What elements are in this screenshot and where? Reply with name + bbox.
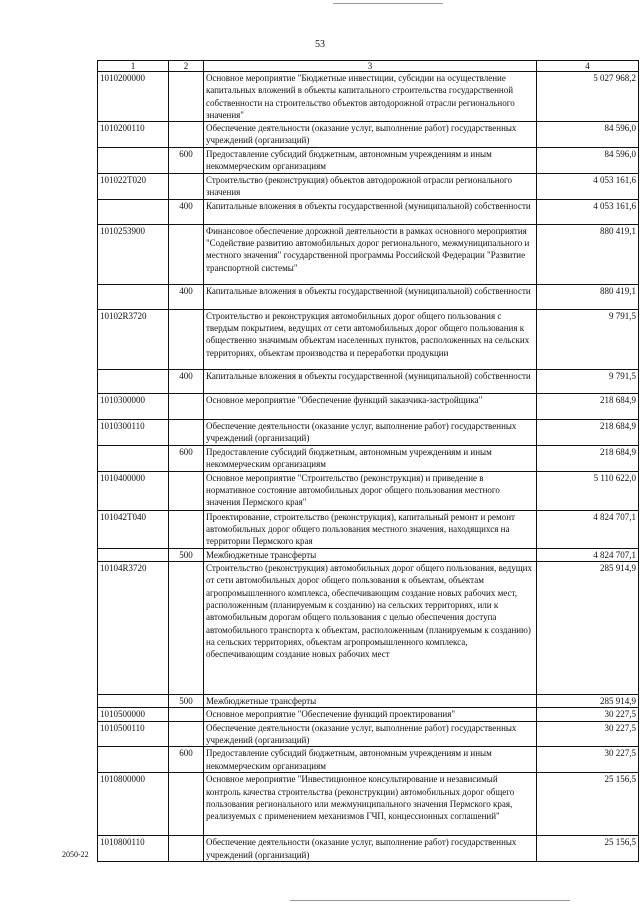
table-row xyxy=(98,147,639,173)
table-row xyxy=(98,708,639,721)
row-name: Основное мероприятие "Инвестиционное консультирование и независимый контроль качества строительства (реконструкции) автомобильных дорог общего пользования регионального или межмуниципального значения Пермского края, реализуемых с применением механизмов ГЧП, концессионных соглашений" xyxy=(204,773,537,836)
row-code xyxy=(98,548,169,561)
row-expense-type xyxy=(169,471,204,510)
row-name: Межбюджетные трансферты xyxy=(204,695,537,708)
row-code: 1010200110 xyxy=(98,122,169,148)
table-row xyxy=(98,199,639,224)
row-expense-type: 500 xyxy=(169,695,204,708)
row-code: 1010500000 xyxy=(98,708,169,721)
row-amount: 30 227,5 xyxy=(537,708,639,721)
row-name: Предоставление субсидий бюджетным, автономным учреждениям и иным некоммерческим организациям xyxy=(204,747,537,773)
row-expense-type xyxy=(169,708,204,721)
row-name: Капитальные вложения в объекты государственной (муниципальной) собственности xyxy=(204,369,537,393)
table-row xyxy=(98,173,639,199)
row-code: 1010500110 xyxy=(98,721,169,747)
header-col-3: 3 xyxy=(204,61,537,72)
row-name: Основное мероприятие "Бюджетные инвестиции, субсидии на осуществление капитальных вложений в объекты капитального строительства государственной собственности на строительство объектов автодорожной отрасли регионального значения" xyxy=(204,72,537,122)
row-expense-type xyxy=(169,173,204,199)
row-amount: 30 227,5 xyxy=(537,747,639,773)
row-amount: 25 156,5 xyxy=(537,836,639,862)
row-name: Предоставление субсидий бюджетным, автономным учреждениям и иным некоммерческим организациям xyxy=(204,445,537,471)
row-code xyxy=(98,147,169,173)
table-row xyxy=(98,393,639,419)
row-amount: 4 053 161,6 xyxy=(537,199,639,224)
row-expense-type: 500 xyxy=(169,548,204,561)
table-row xyxy=(98,224,639,284)
table-row xyxy=(98,445,639,471)
table-row xyxy=(98,747,639,773)
row-code xyxy=(98,199,169,224)
table-row xyxy=(98,309,639,369)
row-code: 1010400000 xyxy=(98,471,169,510)
row-code: 1010253900 xyxy=(98,224,169,284)
row-amount: 25 156,5 xyxy=(537,773,639,836)
budget-table xyxy=(97,60,639,862)
row-expense-type xyxy=(169,393,204,419)
row-amount: 9 791,5 xyxy=(537,369,639,393)
header-col-4: 4 xyxy=(537,61,639,72)
row-expense-type: 400 xyxy=(169,199,204,224)
row-expense-type xyxy=(169,309,204,369)
row-code: 1010300110 xyxy=(98,419,169,445)
row-amount: 285 914,9 xyxy=(537,695,639,708)
row-expense-type: 600 xyxy=(169,147,204,173)
row-code xyxy=(98,695,169,708)
scan-artifact-bottom xyxy=(290,900,570,901)
row-amount: 84 596,0 xyxy=(537,122,639,148)
row-name: Основное мероприятие "Обеспечение функций проектирования" xyxy=(204,708,537,721)
row-code: 10102R3720 xyxy=(98,309,169,369)
table-row xyxy=(98,548,639,561)
row-amount: 218 684,9 xyxy=(537,419,639,445)
row-name: Предоставление субсидий бюджетным, автономным учреждениям и иным некоммерческим организациям xyxy=(204,147,537,173)
row-name: Обеспечение деятельности (оказание услуг, выполнение работ) государственных учреждений (организаций) xyxy=(204,836,537,862)
row-amount: 9 791,5 xyxy=(537,309,639,369)
row-expense-type: 400 xyxy=(169,369,204,393)
row-amount: 4 824 707,1 xyxy=(537,510,639,548)
header-col-1: 1 xyxy=(98,61,169,72)
row-amount: 30 227,5 xyxy=(537,721,639,747)
scan-artifact-top xyxy=(333,3,443,4)
row-amount: 218 684,9 xyxy=(537,445,639,471)
row-name: Межбюджетные трансферты xyxy=(204,548,537,561)
row-amount: 4 053 161,6 xyxy=(537,173,639,199)
row-name: Строительство (реконструкция) объектов автодорожной отрасли регионального значения xyxy=(204,173,537,199)
row-name: Основное мероприятие "Обеспечение функций заказчика-застройщика" xyxy=(204,393,537,419)
table-body xyxy=(98,72,639,862)
row-code xyxy=(98,747,169,773)
row-expense-type xyxy=(169,122,204,148)
row-code xyxy=(98,284,169,309)
table-row xyxy=(98,721,639,747)
row-expense-type: 400 xyxy=(169,284,204,309)
row-code: 101042Т040 xyxy=(98,510,169,548)
row-expense-type xyxy=(169,773,204,836)
row-name: Строительство (реконструкция) автомобильных дорог общего пользования, ведущих от сети автомобильных дорог общего пользования к объектам, объектам агропромышленного комплекса, обеспечивающим создание новых рабочих мест, расположенным (планируемым к созданию) на сельских территориях, или к автомобильным дорогам общего пользования с целью обеспечения доступа автомобильного транспорта к объектам, расположенным (планируемым к созданию) на сельских территориях, объектам агропромышленного комплекса, обеспечивающим создание новых рабочих мест xyxy=(204,562,537,695)
row-amount: 5 110 622,0 xyxy=(537,471,639,510)
row-expense-type: 600 xyxy=(169,445,204,471)
table-header-row xyxy=(98,61,639,72)
table-row xyxy=(98,122,639,148)
table-row xyxy=(98,510,639,548)
row-name: Капитальные вложения в объекты государственной (муниципальной) собственности xyxy=(204,199,537,224)
header-col-2: 2 xyxy=(169,61,204,72)
row-name: Строительство и реконструкция автомобильных дорог общего пользования с твердым покрытием, ведущих от сети автомобильных дорог общего пользования к общественно значимым объектам населенных пунктов, расположенных на сельских территориях, объектам производства и переработки продукции xyxy=(204,309,537,369)
row-expense-type xyxy=(169,224,204,284)
table-row xyxy=(98,836,639,862)
row-expense-type xyxy=(169,721,204,747)
row-amount: 4 824 707,1 xyxy=(537,548,639,561)
row-code: 1010300000 xyxy=(98,393,169,419)
row-name: Обеспечение деятельности (оказание услуг, выполнение работ) государственных учреждений (организаций) xyxy=(204,122,537,148)
row-expense-type: 600 xyxy=(169,747,204,773)
table-row xyxy=(98,471,639,510)
table-row xyxy=(98,72,639,122)
row-code: 1010200000 xyxy=(98,72,169,122)
row-name: Обеспечение деятельности (оказание услуг, выполнение работ) государственных учреждений (организаций) xyxy=(204,419,537,445)
table-row xyxy=(98,695,639,708)
table-row xyxy=(98,562,639,695)
row-amount: 285 914,9 xyxy=(537,562,639,695)
row-name: Обеспечение деятельности (оказание услуг, выполнение работ) государственных учреждений (организаций) xyxy=(204,721,537,747)
row-expense-type xyxy=(169,72,204,122)
row-expense-type xyxy=(169,419,204,445)
table-row xyxy=(98,369,639,393)
row-amount: 880 419,1 xyxy=(537,284,639,309)
row-code xyxy=(98,369,169,393)
row-name: Проектирование, строительство (реконструкция), капитальный ремонт и ремонт автомобильных дорог общего пользования местного значения, находящихся на территории Пермского края xyxy=(204,510,537,548)
row-code: 10104R3720 xyxy=(98,562,169,695)
row-expense-type xyxy=(169,836,204,862)
footer-code: 2050-22 xyxy=(62,850,89,859)
row-expense-type xyxy=(169,562,204,695)
row-amount: 84 596,0 xyxy=(537,147,639,173)
table-row xyxy=(98,773,639,836)
row-code: 1010800000 xyxy=(98,773,169,836)
row-name: Основное мероприятие "Строительство (реконструкция) и приведение в нормативное состояние автомобильных дорог общего пользования местного значения Пермского края" xyxy=(204,471,537,510)
page-number: 53 xyxy=(315,39,325,50)
table-row xyxy=(98,284,639,309)
row-amount: 218 684,9 xyxy=(537,393,639,419)
row-code: 1010800110 xyxy=(98,836,169,862)
row-amount: 880 419,1 xyxy=(537,224,639,284)
row-expense-type xyxy=(169,510,204,548)
row-amount: 5 027 968,2 xyxy=(537,72,639,122)
row-name: Капитальные вложения в объекты государственной (муниципальной) собственности xyxy=(204,284,537,309)
row-name: Финансовое обеспечение дорожной деятельности в рамках основного мероприятия "Содействие развитию автомобильных дорог регионального, межмуниципального и местного значения" государственной программы Российской Федерации "Развитие транспортной системы" xyxy=(204,224,537,284)
row-code: 101022Т020 xyxy=(98,173,169,199)
table-row xyxy=(98,419,639,445)
row-code xyxy=(98,445,169,471)
